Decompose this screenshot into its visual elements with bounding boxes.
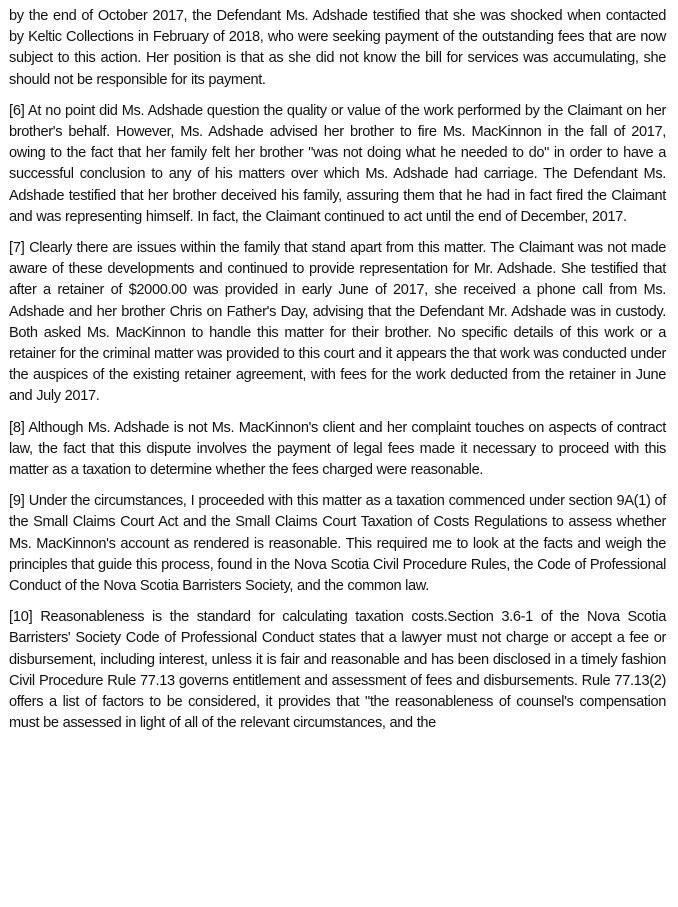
paragraph-text: Reasonableness is the standard for calculating taxation costs.Section 3.6-1 of the Nova Scotia Barristers' Society Code of Professional Conduct states that a lawyer must not charge or accept a fee or disbursement, including interest, unless it is fair and reasonable and has been disclosed in a timely fashion Civil Procedure Rule 77.13 governs entitlement and assessment of fees and disbursements. Rule 77.13(2) offers a list of factors to be considered, it provides that "the reasonableness of counsel's compensation must be assessed in light of all of the relevant circumstances, and the [9,609,666,732]
paragraph-text: Although Ms. Adshade is not Ms. MacKinnon's client and her complaint touches on aspects of contract law, the fact that this dispute involves the payment of legal fees made it necessary to proceed with this matter as a taxation to determine whether the fees charged were reasonable. [9,419,666,479]
paragraph-number: [8] [9,419,25,436]
paragraph-number: [7] [9,240,25,257]
paragraph-number: [6] [9,102,25,119]
paragraph-7 [9,238,666,408]
paragraph-6 [9,101,666,228]
paragraph-text: Clearly there are issues within the family that stand apart from this matter. The Claimant was not made aware of these developments and continued to provide representation for Mr. Adshade. She testified that after a retainer of $2000.00 was provided in early June of 2017, she received a phone call from Ms. Adshade and her brother Chris on Father's Day, advising that the Defendant Mr. Adshade was in custody. Both asked Ms. MacKinnon to handle this matter for their brother. No specific details of this work or a retainer for the criminal matter was provided to this court and it appears the that work was conducted under the auspices of the existing retainer agreement, with fees for the work deducted from the retainer in June and July 2017. [9,240,666,405]
paragraph-text: Under the circumstances, I proceeded with this matter as a taxation commenced under section 9A(1) of the Small Claims Court Act and the Small Claims Court Taxation of Costs Regulations to assess whether Ms. MacKinnon's account as rendered is reasonable. This required me to look at the facts and weigh the principles that guide this process, found in the Nova Scotia Civil Procedure Rules, the Code of Professional Conduct of the Nova Scotia Barristers Society, and the common law. [9,493,666,595]
paragraph-8 [9,418,666,482]
paragraph-9 [9,491,666,597]
paragraph-10 [9,607,666,734]
paragraph-continuation [9,6,666,91]
paragraph-text: At no point did Ms. Adshade question the quality or value of the work performed by the Claimant on her brother's behalf. However, Ms. Adshade advised her brother to fire Ms. MacKinnon in the fall of 2017, owing to the fact that her family felt her brother "was not doing what he needed to do" in order to have a successful conclusion to any of his matters over which Ms. Adshade had carriage. The Defendant Ms. Adshade testified that her brother deceived his family, assuring them that he had in fact fired the Claimant and was representing himself. In fact, the Claimant continued to act until the end of December, 2017. [9,102,666,225]
paragraph-text: by the end of October 2017, the Defendant Ms. Adshade testified that she was shocked when contacted by Keltic Collections in February of 2018, who were seeking payment of the outstanding fees that are now subject to this action. Her position is that as she did not know the bill for services was accumulating, she should not be responsible for its payment. [9,8,666,88]
paragraph-number: [10] [9,609,33,626]
paragraph-number: [9] [9,493,25,510]
